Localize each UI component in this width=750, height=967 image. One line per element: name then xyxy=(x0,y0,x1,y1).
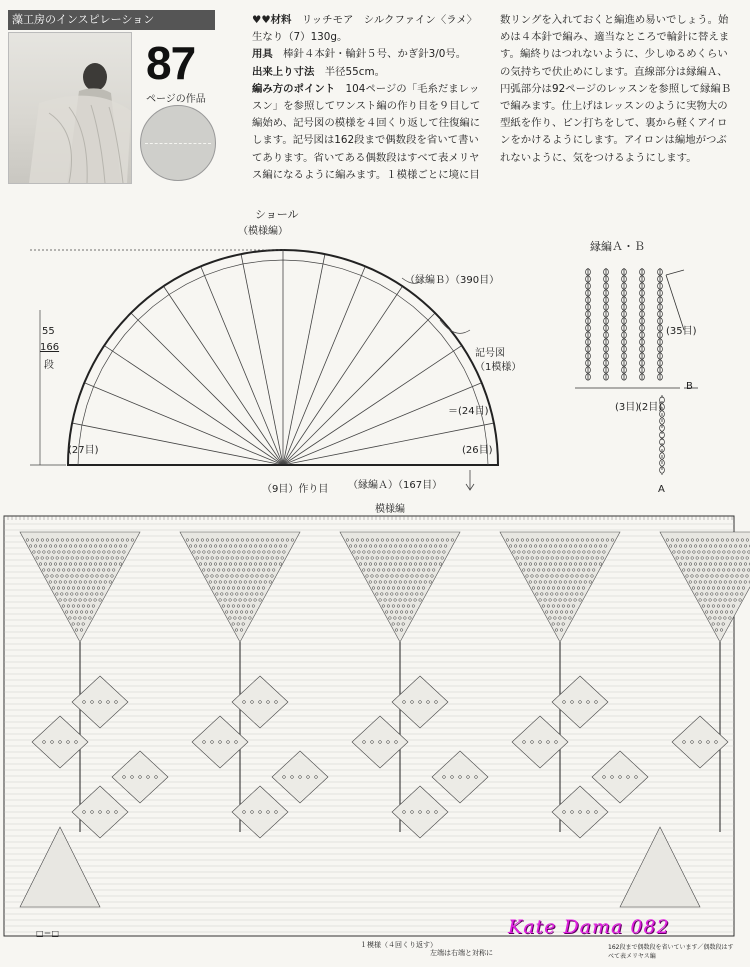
size-label: 出来上り寸法 xyxy=(252,65,315,78)
edging-left-count: (3目) xyxy=(615,402,640,413)
col2-line-5: で編みます。仕上げはレッスンのように実物大の xyxy=(500,100,728,113)
edging-label-a: A xyxy=(658,484,665,495)
chart-key: □＝□ xyxy=(36,929,60,938)
shawl-subtitle: （模様編） xyxy=(238,226,288,237)
rows-unit-label: 段 xyxy=(44,360,54,371)
tools-value: 棒針４本針・輪針５号、かぎ針3/0号。 xyxy=(283,48,467,61)
col2-line-4: 円弧部分は92ページのレッスンを参照して縁編Ｂ xyxy=(500,82,732,95)
col2-line-1: めは４本針で編み、適当なところで輪針に替えま xyxy=(500,31,730,44)
shawl-title: ショール xyxy=(255,208,299,221)
size-value: 半径55cm。 xyxy=(324,65,385,78)
col2-line-6: 型紙を作り、ピン打ちをして、裏から軽くアイロ xyxy=(500,117,728,130)
materials-line2: 生なり（7）130g。 xyxy=(252,31,348,44)
tools-label: 用具 xyxy=(252,48,273,61)
note-left: 左端は右端と対称に xyxy=(430,949,493,957)
col2-line-3: の気持ちで伏止めにします。直線部分は縁編Ａ、 xyxy=(500,65,728,78)
edging-diagram-title: 縁編Ａ・Ｂ xyxy=(590,240,645,253)
points-line-0: 104ページの「毛糸だまレッ xyxy=(345,82,480,95)
edging-diagram xyxy=(575,268,698,475)
edging-a-label: （縁編Ａ）（167目） xyxy=(348,480,443,491)
chart-ref-label: 記号図 xyxy=(475,348,505,359)
repeat-note: １模様（４回くり返す） xyxy=(360,941,437,949)
stitches-24-label: ＝(24目) xyxy=(448,406,489,417)
edging-right-count: (2目) xyxy=(638,402,663,413)
stitches-27-label: (27目) xyxy=(68,445,99,456)
points-line-5: ス編になるように編みます。１模様ごとに境に目 xyxy=(252,168,480,181)
edging-chain-stitches xyxy=(586,269,665,473)
cast-on-label: （9目）作り目 xyxy=(262,484,329,495)
project-number: 87 xyxy=(146,37,196,89)
height-cm-label: 55 xyxy=(42,326,55,337)
materials-label: ♥♥材料 xyxy=(252,14,292,26)
points-line-1: スン」を参照してワンスト編の作り目を９目して xyxy=(252,100,481,113)
materials-value: リッチモア シルクファイン〈ラメ〉 xyxy=(301,14,478,26)
points-line-3: します。記号図は162段まで偶数段を省いて書い xyxy=(252,134,479,147)
watermark: Kate Dama 082 xyxy=(508,916,670,938)
chart-ref-sublabel: （1模様） xyxy=(475,362,522,373)
points-label: 編み方のポイント xyxy=(252,82,336,95)
edging-rows-label: (35目) xyxy=(666,326,697,337)
col2-line-2: す。編終りはつれないように、少しゆるめくらい xyxy=(500,48,728,61)
stitches-26-label: (26目) xyxy=(462,445,493,456)
section-header: 藻工房のインスピレーション xyxy=(8,10,215,30)
col2-line-7: ンをかけるようにします。アイロンは編地がつぶ xyxy=(500,134,727,147)
edging-label-b: B xyxy=(686,381,693,392)
points-line-2: 編始め、記号図の模様を４回くり返して往復編に xyxy=(252,117,481,130)
col2-line-8: れないように、気をつけるようにします。 xyxy=(500,151,697,164)
points-line-4: てあります。省いてある偶数段はすべて表メリヤ xyxy=(252,151,480,164)
pattern-chart-motifs xyxy=(20,532,750,907)
height-rows-label: 166 xyxy=(40,342,60,353)
col2-line-0: 数リングを入れておくと編進め易いでしょう。始 xyxy=(500,14,729,26)
pattern-chart-title: 模様編 xyxy=(375,504,405,515)
edging-b-label: （縁編Ｂ）（390目） xyxy=(405,275,500,286)
note-right: 162段まで偶数段を省いています／偶数段はすべて表メリヤス編 xyxy=(608,944,734,960)
project-number-caption: ページの作品 xyxy=(146,94,206,105)
pattern-chart xyxy=(0,512,750,942)
